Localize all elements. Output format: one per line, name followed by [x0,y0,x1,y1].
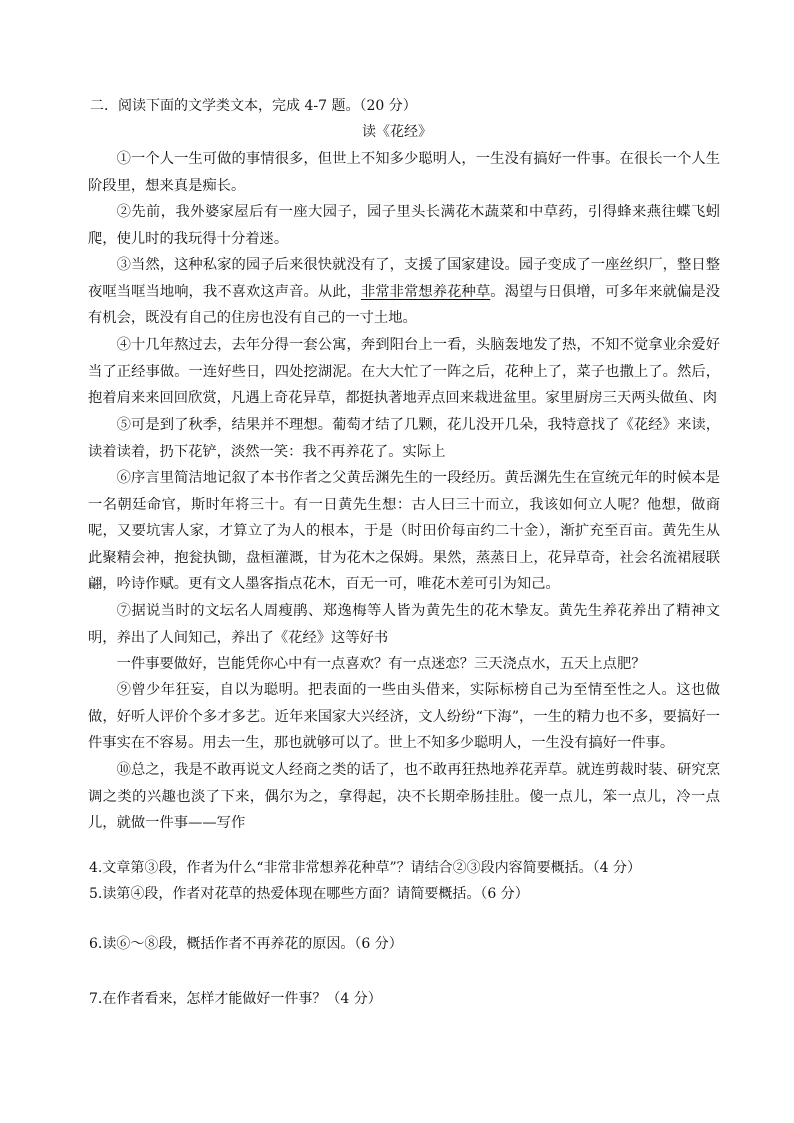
underlined-phrase: 非常非常想养花种草 [360,283,491,300]
paragraph-9: ⑨曾少年狂妄，自以为聪明。把表面的一些由头借来，实际标榜自己为至情至性之人。这也做做，好听人评价个多才多艺。近年来国家大兴经济，文人纷纷“下海”，一生的精力也不多，要搞好一件事实在不容易。用去一生，那也就够可以了。世上不知多少聪明人，一生没有搞好一件事。 [88,682,720,751]
question-5: 5.读第④段，作者对花草的热爱体现在哪些方面？请简要概括。（6 分） [89,886,529,902]
paragraph-3 [88,252,720,332]
paragraph-7: ⑦据说当时的文坛名人周瘦鹃、郑逸梅等人皆为黄先生的花木挚友。黄先生养花养出了精神文明，养出了人间知己，养出了《花经》这等好书 [88,603,720,646]
paragraph-4: ④十几年熬过去，去年分得一套公寓，奔到阳台上一看，头脑轰地发了热，不知不觉拿业余爱好当了正经事做。一连好些日，四处挖湖泥。在大大忙了一阵之后，花种上了，菜子也撒上了。然后，抱着肩来来回回欣赏，凡遇上奇花异草，都挺执著地弄点回来栽进盆里。家里厨房三天两头做鱼、肉 [88,337,720,406]
section-heading: 二．阅读下面的文学类文本，完成 4-7 题。（20 分） [90,98,417,114]
article-title: 读《花经》 [362,124,432,140]
paragraph-8: 一件事要做好，岂能凭你心中有一点喜欢？有一点迷恋？三天浇点水，五天上点肥？ [116,656,646,672]
paragraph-3-text-a: ③当然，这种私家的园子后来很快就没有了，支援了国家建设。园子变成了一座丝织厂，整日整夜哐当哐当地响，我不喜欢这声音。从此， [88,257,720,300]
question-6: 6.读⑥～⑧段，概括作者不再养花的原因。（6 分） [89,936,403,952]
paragraph-3-text-b: 。渴望与日俱增，可多年来就偏是没有机会，既没有自己的住房也没有自己的一寸土地。 [88,283,721,326]
paragraph-5: ⑤可是到了秋季，结果并不理想。葡萄才结了几颗，花儿没开几朵，我特意找了《花经》来读，读着读着，扔下花铲，淡然一笑：我不再养花了。实际上 [88,417,720,460]
paragraph-1: ①一个人一生可做的事情很多，但世上不知多少聪明人，一生没有搞好一件事。在很长一个人生阶段里，想来真是痴长。 [88,151,720,194]
question-4: 4.文章第③段，作者为什么“非常非常想养花种草”？请结合②③段内容简要概括。（4 分） [89,860,642,876]
question-7: 7.在作者看来，怎样才能做好一件事？（4 分） [89,991,382,1007]
paragraph-6: ⑥序言里简洁地记叙了本书作者之父黄岳渊先生的一段经历。黄岳渊先生在宣统元年的时候本是一名朝廷命官，斯时年将三十。有一日黄先生想：古人曰三十而立，我该如何立人呢？他想，做商呢，又要坑害人家，才算立了为人的根本，于是（时田价每亩约二十金），渐扩充至百亩。黄先生从此聚精会神，抱瓮执锄，盘桓灌溉，甘为花木之保姆。果然，蒸蒸日上，花异草奇，社会名流裙屐联翩，吟诗作赋。更有文人墨客指点花木，百无一可，唯花木差可引为知己。 [88,470,720,592]
paragraph-2: ②先前，我外婆家屋后有一座大园子，园子里头长满花木蔬菜和中草药，引得蜂来燕往蝶飞蚓爬，使儿时的我玩得十分着迷。 [88,204,720,247]
paragraph-10: ⑩总之，我是不敢再说文人经商之类的话了，也不敢再狂热地养花弄草。就连剪裁时装、研究烹调之类的兴趣也淡了下来，偶尔为之，拿得起，决不长期牵肠挂肚。傻一点儿，笨一点儿，冷一点儿，就做一件事——写作 [88,762,720,831]
